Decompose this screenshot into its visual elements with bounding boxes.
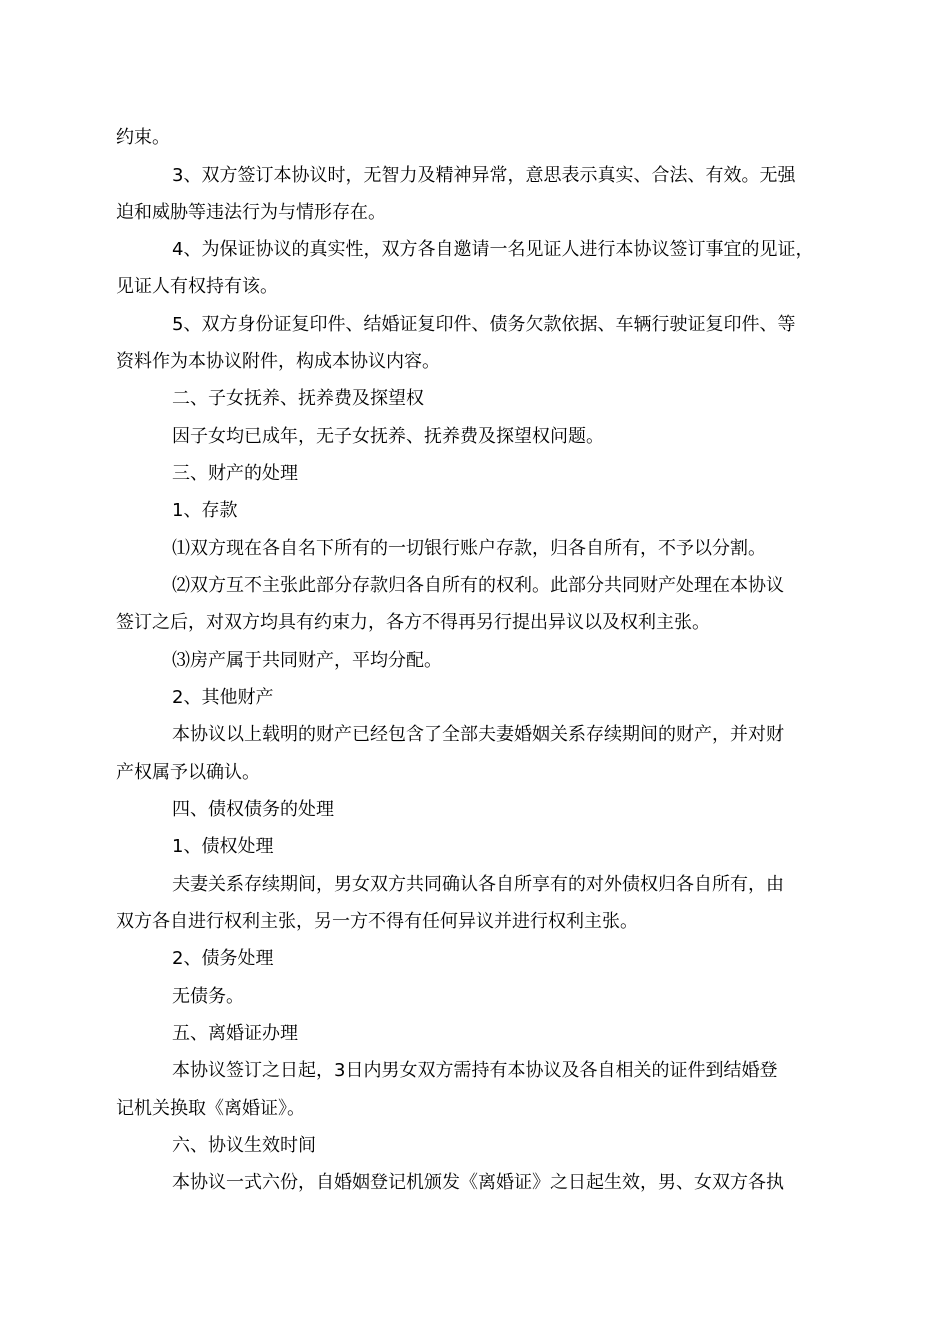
subsection-heading: 2、其他财产 — [172, 687, 274, 708]
text-line: 因子女均已成年，无子女抚养、抚养费及探望权问题。 — [172, 426, 604, 447]
text-line: 资料作为本协议附件，构成本协议内容。 — [116, 351, 440, 372]
section-heading: 二、子女抚养、抚养费及探望权 — [172, 388, 424, 409]
text-line: 3、双方签订本协议时，无智力及精神异常，意思表示真实、合法、有效。无强 — [172, 165, 796, 186]
text-line: 本协议一式六份，自婚姻登记机颁发《离婚证》之日起生效，男、女双方各执 — [172, 1172, 784, 1193]
text-line: 5、双方身份证复印件、结婚证复印件、债务欠款依据、车辆行驶证复印件、等 — [172, 314, 796, 335]
text-line: 本协议签订之日起，3日内男女双方需持有本协议及各自相关的证件到结婚登 — [172, 1060, 778, 1081]
text-line: ⑶房产属于共同财产，平均分配。 — [172, 650, 442, 671]
text-line: 签订之后，对双方均具有约束力，各方不得再另行提出异议以及权利主张。 — [116, 612, 710, 633]
text-line: 约束。 — [116, 127, 170, 148]
section-heading: 六、协议生效时间 — [172, 1135, 316, 1156]
text-line: 产权属予以确认。 — [116, 762, 260, 783]
subsection-heading: 1、存款 — [172, 500, 238, 521]
text-line: 夫妻关系存续期间，男女双方共同确认各自所享有的对外债权归各自所有，由 — [172, 874, 784, 895]
section-heading: 五、离婚证办理 — [172, 1023, 298, 1044]
text-line: 双方各自进行权利主张，另一方不得有任何异议并进行权利主张。 — [116, 911, 638, 932]
text-line: 迫和威胁等违法行为与情形存在。 — [116, 202, 386, 223]
text-line: 记机关换取《离婚证》。 — [116, 1098, 305, 1119]
section-heading: 四、债权债务的处理 — [172, 799, 334, 820]
text-line: ⑴双方现在各自名下所有的一切银行账户存款，归各自所有，不予以分割。 — [172, 538, 766, 559]
text-line: ⑵双方互不主张此部分存款归各自所有的权利。此部分共同财产处理在本协议 — [172, 575, 784, 596]
subsection-heading: 2、债务处理 — [172, 948, 274, 969]
text-line: 4、为保证协议的真实性，双方各自邀请一名见证人进行本协议签订事宜的见证， — [172, 239, 814, 260]
text-line: 见证人有权持有该。 — [116, 276, 278, 297]
text-line: 本协议以上载明的财产已经包含了全部夫妻婚姻关系存续期间的财产，并对财 — [172, 724, 784, 745]
section-heading: 三、财产的处理 — [172, 463, 298, 484]
subsection-heading: 1、债权处理 — [172, 836, 274, 857]
text-line: 无债务。 — [172, 986, 244, 1007]
